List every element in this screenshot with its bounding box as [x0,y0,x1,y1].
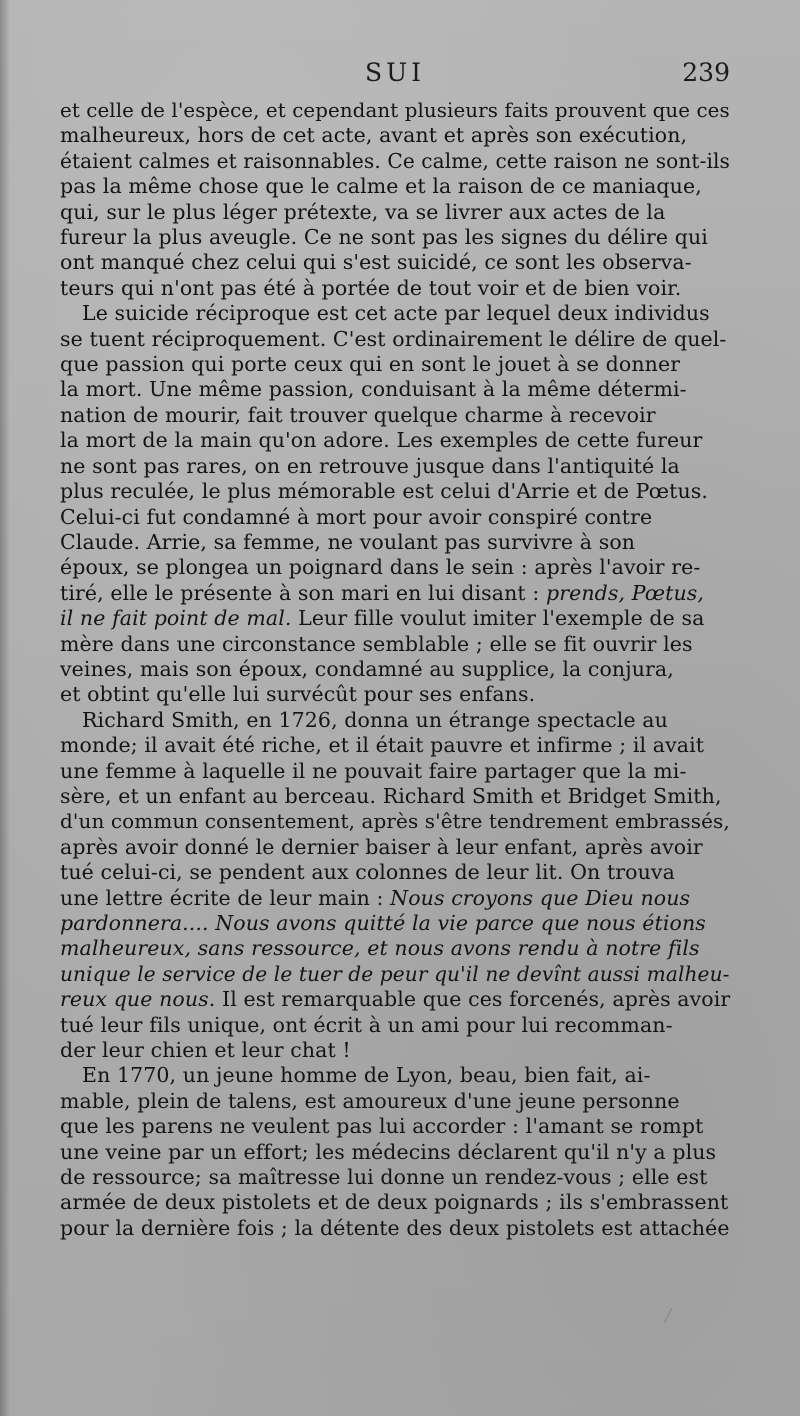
italic-run: unique le service de le tuer de peur qu'il ne devînt aussi malheu- [60,961,730,986]
text-line: étaient calmes et raisonnables. Ce calme, cette raison ne sont-ils [60,148,730,173]
text-line: ne sont pas rares, on en retrouve jusque dans l'antiquité la [60,453,680,478]
text-line [60,886,730,911]
text-line: fureur la plus aveugle. Ce ne sont pas les signes du délire qui [60,225,708,250]
italic-run: malheureux, sans ressource, et nous avons rendu à notre fils [60,936,700,961]
text-line: mable, plein de talens, est amoureux d'une jeune personne [60,1088,680,1113]
text-run: Il est remarquable que ces forcenés, après avoir [215,987,731,1012]
text-line: Celui-ci fut condamné à mort pour avoir conspiré contre [60,504,653,529]
text-line: que les parens ne veulent pas lui accorder : l'amant se rompt [60,1114,704,1139]
text-line: Le suicide réciproque est cet acte par lequel deux individus [82,301,710,326]
text-line: malheureux, hors de cet acte, avant et après son exécution, [60,123,688,148]
text-line: une veine par un effort; les médecins déclarent qu'il n'y a plus [60,1139,717,1164]
text-line: En 1770, un jeune homme de Lyon, beau, bien fait, ai- [82,1063,651,1088]
text-line: Richard Smith, en 1726, donna un étrange spectacle au [82,707,668,732]
text-line: ont manqué chez celui qui s'est suicidé, ce sont les observa- [60,250,692,275]
italic-run: Nous croyons que Dieu nous [390,885,691,910]
body-text [60,98,730,1241]
text-line: sère, et un enfant au berceau. Richard Smith et Bridget Smith, [60,783,722,808]
page-header [60,58,730,94]
text-line: époux, se plongea un poignard dans le sein : après l'avoir re- [60,555,701,580]
text-line: tué leur fils unique, ont écrit à un ami pour lui recomman- [60,1012,673,1037]
text-line: plus reculée, le plus mémorable est celui d'Arrie et de Pœtus. [60,479,708,504]
text-line: de ressource; sa maîtresse lui donne un rendez-vous ; elle est [60,1165,708,1190]
text-line: Claude. Arrie, sa femme, ne voulant pas survivre à son [60,529,636,554]
text-line: pour la dernière fois ; la détente des deux pistolets est attachée [60,1215,730,1240]
text-line: teurs qui n'ont pas été à portée de tout voir et de bien voir. [60,275,682,300]
text-line: der leur chien et leur chat ! [60,1038,351,1063]
text-run: Leur fille voulut imiter l'exemple de sa [291,606,705,631]
text-line: se tuent réciproquement. C'est ordinairement le délire de quel- [60,326,727,351]
text-line [60,911,730,936]
text-line: que passion qui porte ceux qui en sont le jouet à se donner [60,352,681,377]
text-line [60,936,730,961]
text-run: une lettre écrite de leur main : [60,885,391,910]
page-gutter-shadow [0,0,10,1416]
text-line [60,581,730,606]
text-line: mère dans une circonstance semblable ; elle se fit ouvrir les [60,631,693,656]
page-number: 239 [682,58,730,87]
text-line: tué celui-ci, se pendent aux colonnes de leur lit. On trouva [60,860,675,885]
text-line [60,606,730,631]
text-line: nation de mourir, fait trouver quelque charme à recevoir [60,402,656,427]
text-line: monde; il avait été riche, et il était pauvre et infirme ; il avait [60,733,705,758]
text-line: et celle de l'espèce, et cependant plusieurs faits prouvent que ces [60,99,730,122]
text-line [60,962,730,987]
italic-run: il ne fait point de mal. [60,606,292,631]
running-head: SUI [364,58,426,87]
show-through-text [70,1270,730,1292]
pencil-mark: / [665,1305,672,1326]
text-line: qui, sur le plus léger prétexte, va se livrer aux actes de la [60,199,666,224]
text-line: après avoir donné le dernier baiser à leur enfant, après avoir [60,834,703,859]
text-line: la mort de la main qu'on adore. Les exemples de cette fureur [60,428,703,453]
text-run: tiré, elle le présente à son mari en lui disant : [60,580,546,605]
text-line: veines, mais son époux, condamné au supplice, la conjura, [60,656,674,681]
italic-run: pardonnera.... Nous avons quitté la vie parce que nous étions [60,911,706,935]
italic-run: reux que nous. [60,987,216,1012]
italic-run: prends, Pœtus, [546,580,705,605]
text-line: pas la même chose que le calme et la raison de ce maniaque, [60,174,702,199]
text-line: une femme à laquelle il ne pouvait faire partager que la mi- [60,758,687,783]
text-line: la mort. Une même passion, conduisant à la même détermi- [60,377,687,402]
text-line: et obtint qu'elle lui survécût pour ses enfans. [60,682,536,707]
text-line: d'un commun consentement, après s'être tendrement embrassés, [60,809,730,834]
text-line [60,987,730,1012]
text-line: armée de deux pistolets et de deux poignards ; ils s'embrassent [60,1190,729,1215]
